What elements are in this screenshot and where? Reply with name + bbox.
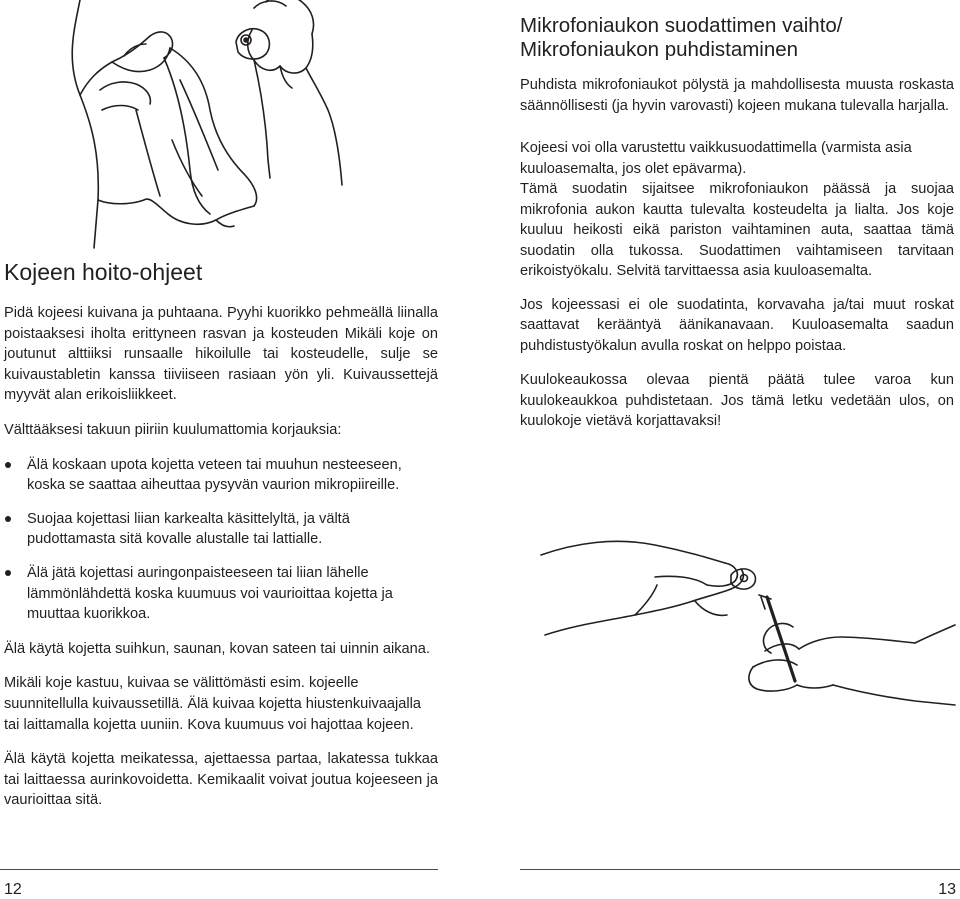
paragraph-receiver-warning: Kuulokeaukossa olevaa pientä päätä tulee varoa kun kuulokeaukkoa puhdistetaan. Jos tämä letku vedetään ulos, on kuulokoje vietävä korjattavaksi! <box>520 372 954 429</box>
page-number-right: 13 <box>938 881 956 898</box>
warning-list <box>4 455 438 625</box>
paragraph-wax-filter: Kojeesi voi olla varustettu vaikkusuodattimella (varmista asia kuuloasemalta, jos olet epävarma). <box>520 140 912 177</box>
illustration-cleaning-with-brush <box>535 525 960 710</box>
page-number-left: 12 <box>4 881 22 898</box>
paragraph-warranty-intro: Välttääksesi takuun piiriin kuulumattomia korjauksia: <box>4 421 342 438</box>
paragraph-clean-microphone: Puhdista mikrofoniaukot pölystä ja mahdollisesta muusta roskasta säännöllisesti (ja hyvin varovasti) kojeen mukana tulevalla harjalla. <box>520 77 954 114</box>
right-column <box>520 14 954 446</box>
footer-rule-left <box>0 869 438 870</box>
illustration-cleaning-with-cloth <box>40 0 370 250</box>
list-item: Älä jätä kojettasi auringonpaisteeseen tai liian lähelle lämmönlähdettä koska kuumuus voi vaurioittaa kojetta ja muuttaa kuorikkoa. <box>4 563 438 625</box>
paragraph-keep-dry: Pidä kojeesi kuivana ja puhtaana. Pyyhi kuorikko pehmeällä liinalla poistaaksesi iholta erittyneen rasvan ja kosteuden Mikäli koje on joutunut alttiiksi runsaalle hikoilulle tai kosteudelle, sulje se kuivaustabletin kanssa tiiviiseen rasiaan yön yli. Kuivaussettejä myyvät alan erikoisliikkeet. <box>4 305 438 404</box>
list-item: Suojaa kojettasi liian karkealta käsittelyltä, ja vältä pudottamasta sitä kovalle alustalle tai lattialle. <box>4 509 438 550</box>
list-item: Älä koskaan upota kojetta veteen tai muuhun nesteeseen, koska se saattaa aiheuttaa pysyvän vaurion mikropiireille. <box>4 455 438 496</box>
paragraph-if-wet: Mikäli koje kastuu, kuivaa se välittömästi esim. kojeelle suunnitellulla kuivaussetillä. Älä kuivaa kojetta hiustenkuivaajalla tai laittamalla kojetta uuniin. Kova kuumuus voi hajottaa kojeen. <box>4 675 421 733</box>
paragraph-chemicals: Älä käytä kojetta meikatessa, ajettaessa partaa, lakatessa tukkaa tai laittaessa aurinkovoidetta. Kemikaalit voivat joutua kojeeseen ja vaurioittaa sitä. <box>4 751 438 809</box>
heading-microphone-filter <box>520 14 954 62</box>
heading-care-instructions: Kojeen hoito-ohjeet <box>4 259 203 285</box>
left-column <box>4 258 438 825</box>
heading-line-2: Mikrofoniaukon puhdistaminen <box>520 38 799 61</box>
paragraph-no-shower: Älä käytä kojetta suihkun, saunan, kovan sateen tai uinnin aikana. <box>4 640 430 657</box>
paragraph-filter-location: Tämä suodatin sijaitsee mikrofoniaukon päässä ja suojaa mikrofonia aukon kautta tulevalta kosteudelta ja lialta. Jos koje kuuluu heikosti eikä pariston vaihtaminen auta, saattaa tämä suodatin olla tukossa. Suodattimen vaihtamiseen tarvitaan erikoistyökalu. Selvitä tarvittaessa asia kuuloasemalta. <box>520 181 954 279</box>
paragraph-no-filter: Jos kojeessasi ei ole suodatinta, korvavaha ja/tai muut roskat saattavat kerääntyä äänikanavaan. Kuuloasemalta saadun puhdistustyökalun avulla roskat on helppo poistaa. <box>520 296 954 354</box>
heading-line-1: Mikrofoniaukon suodattimen vaihto/ <box>520 14 843 37</box>
footer-rule-right <box>520 869 960 870</box>
